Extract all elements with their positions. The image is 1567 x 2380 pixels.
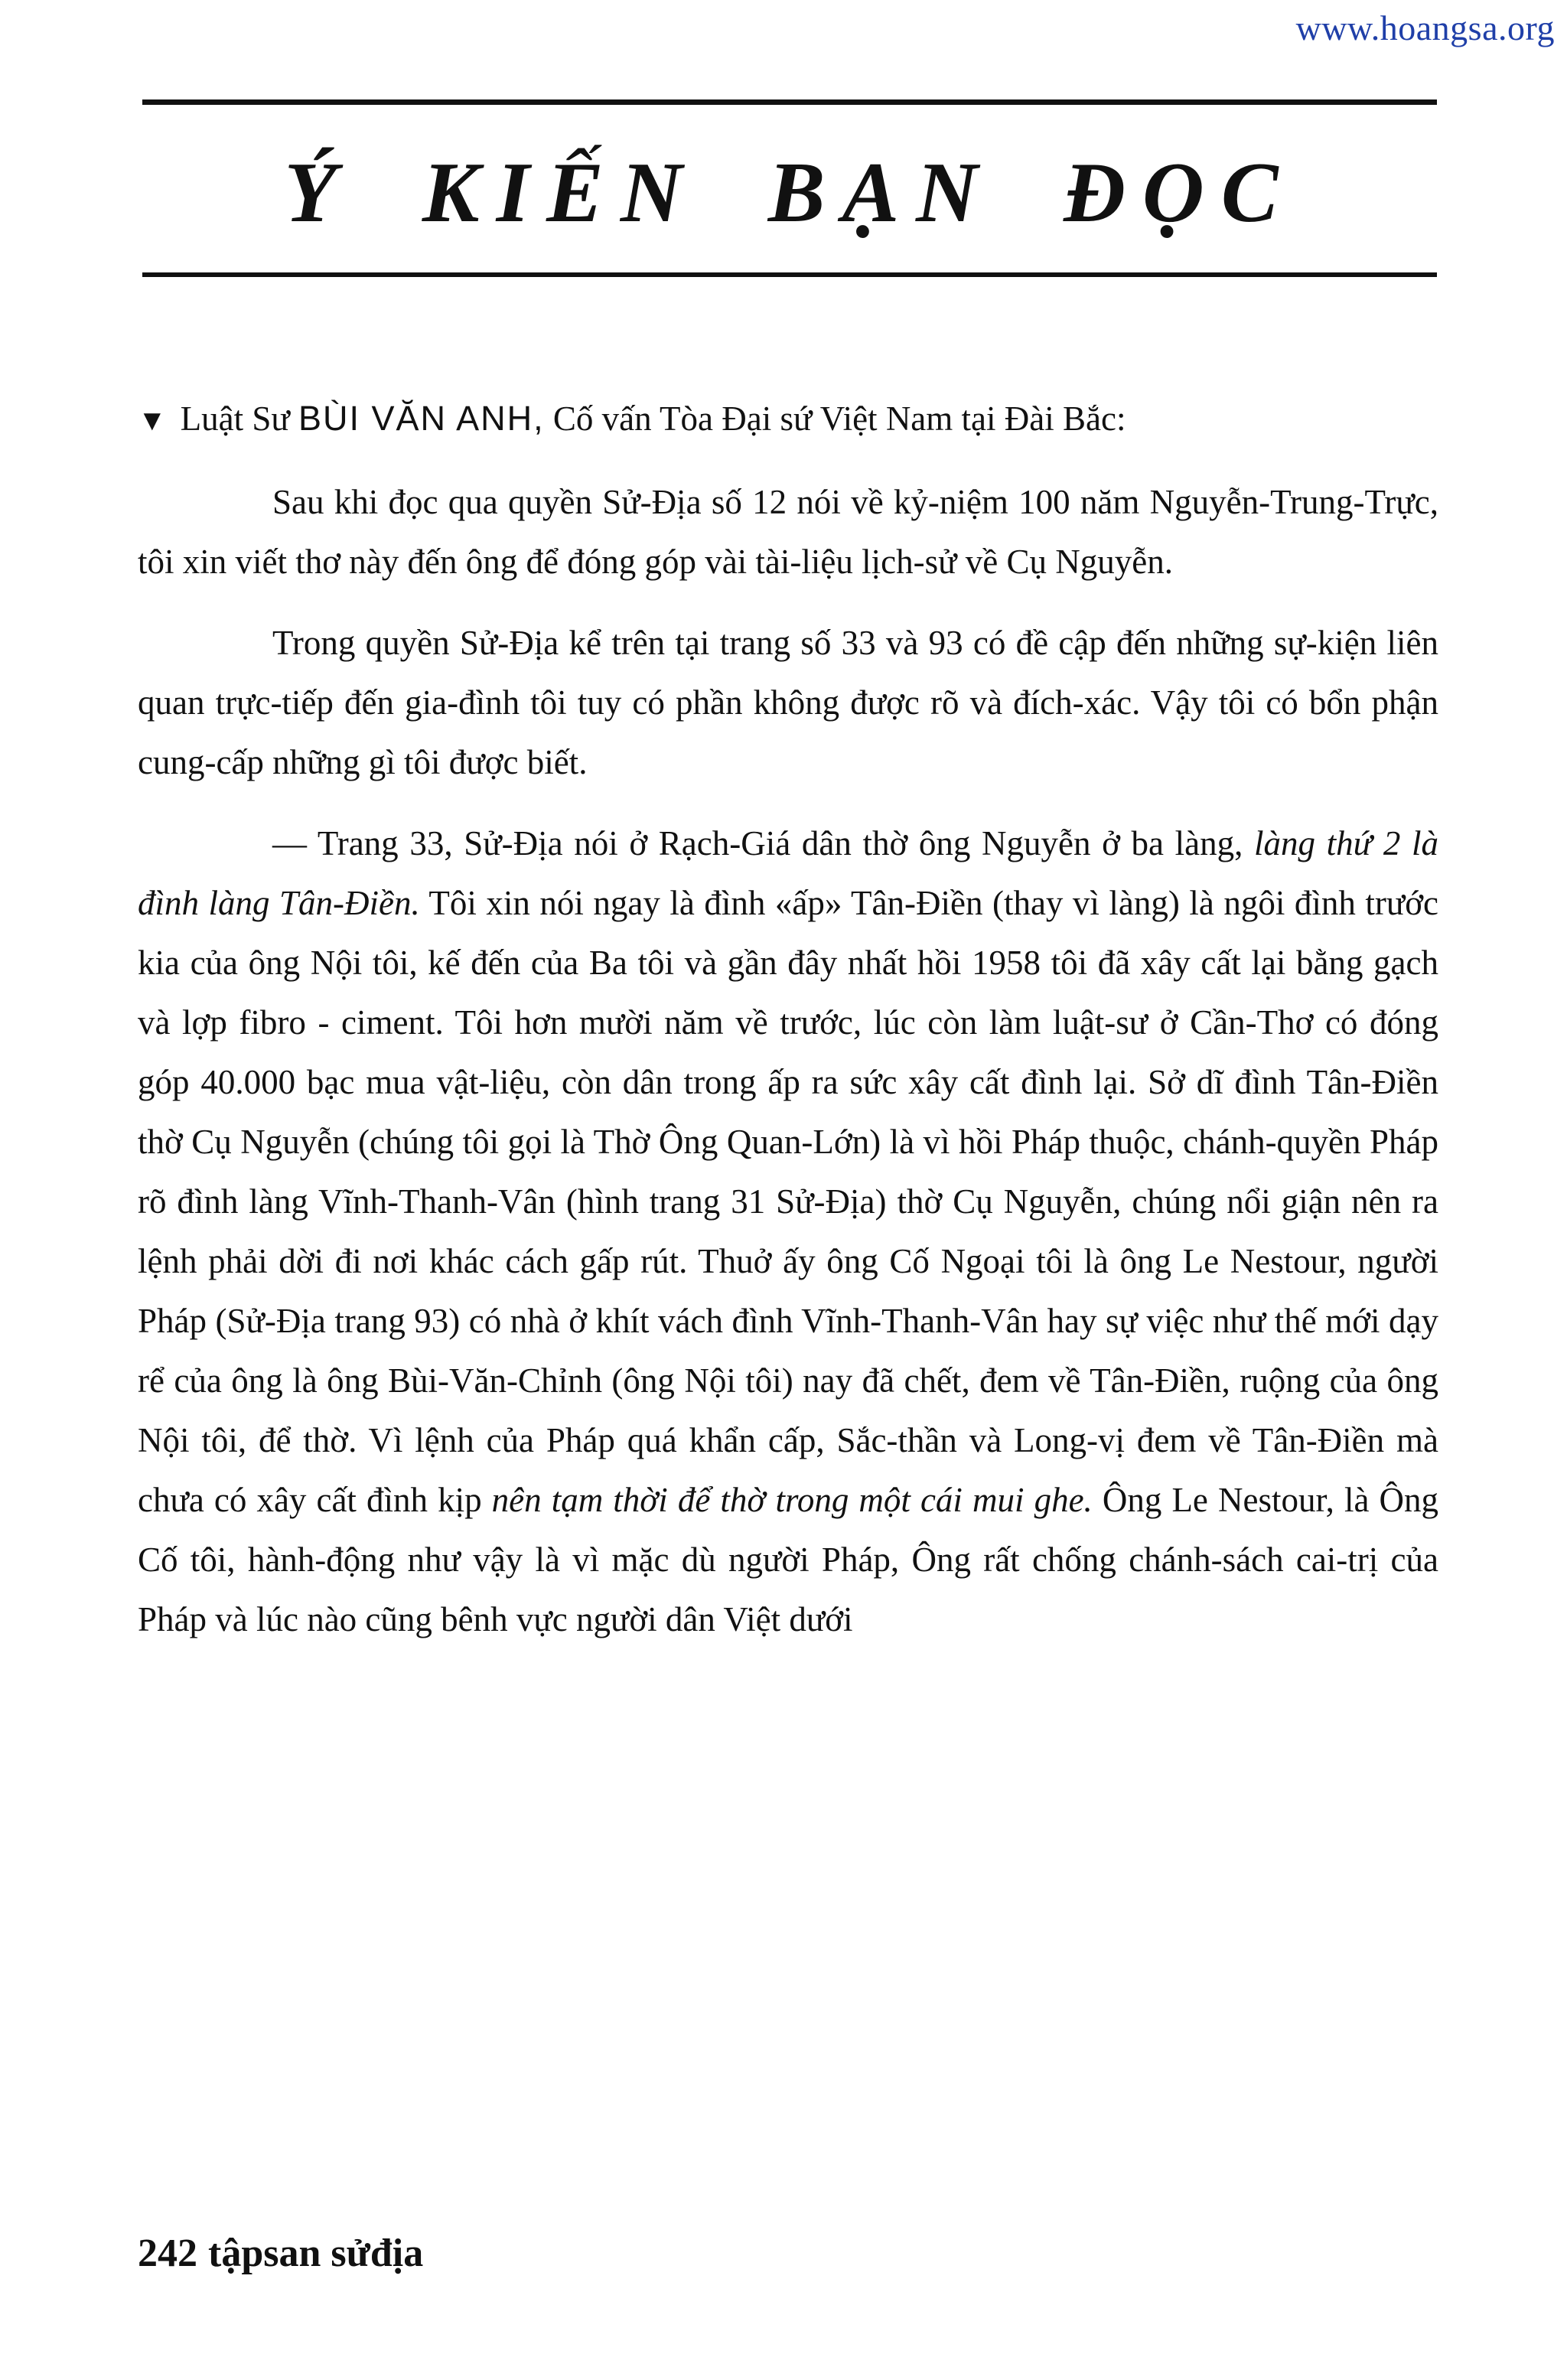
paragraph-3-italic-2: nên tạm thời để thờ trong một cái mui ghe. bbox=[491, 1481, 1093, 1519]
page-footer bbox=[138, 2231, 423, 2276]
paragraph-1: Sau khi đọc qua quyền Sử-Địa số 12 nói về kỷ-niệm 100 năm Nguyễn-Trung-Trực, tôi xin viết thơ này đến ông để đóng góp vài tài-liệu lịch-sử về Cụ Nguyễn. bbox=[138, 483, 1438, 581]
page-number: 242 bbox=[138, 2232, 197, 2275]
letter-intro bbox=[138, 389, 1438, 451]
page-title: Ý KIẾN BẠN ĐỌC bbox=[284, 145, 1295, 240]
title-top-rule bbox=[142, 99, 1437, 105]
intro-suffix: Cố vấn Tòa Đại sứ Việt Nam tại Đài Bắc: bbox=[544, 399, 1126, 438]
paragraph-2: Trong quyền Sử-Địa kể trên tại trang số 33 và 93 có đề cập đến những sự-kiện liên quan trực-tiếp đến gia-đình tôi tuy có phần không được rõ và đích-xác. Vậy tôi có bổn phận cung-cấp những gì tôi được biết. bbox=[138, 624, 1438, 781]
paragraph-3-part-a: — Trang 33, Sử-Địa nói ở Rạch-Giá dân thờ ông Nguyễn ở ba làng, bbox=[272, 824, 1255, 862]
paragraph-3 bbox=[138, 813, 1438, 1649]
author-name: BÙI VĂN ANH, bbox=[298, 399, 545, 438]
paragraph-3-italic-1: làng thứ 2 là đình làng Tân-Điền. bbox=[138, 824, 1438, 922]
paragraph-3-part-b: Tôi xin nói ngay là đình «ấp» Tân-Điền (thay vì làng) là ngôi đình trước kia của ông Nội tôi, kế đến của Ba tôi và gần đây nhất hồi 1958 tôi đã xây cất lại bằng gạch và lợp fibro - ciment. Tôi hơn mười năm về trước, lúc còn làm luật-sư ở Cần-Thơ có đóng góp 40.000 bạc mua vật-liệu, còn dân trong ấp ra sức xây cất đình lại. Sở dĩ đình Tân-Điền thờ Cụ Nguyễn (chúng tôi gọi là Thờ Ông Quan-Lớn) là vì hồi Pháp thuộc, chánh-quyền Pháp rõ đình làng Vĩnh-Thanh-Vân (hình trang 31 Sử-Địa) thờ Cụ Nguyễn, chúng nổi giận nên ra lệnh phải dời đi nơi khác cách gấp rút. Thuở ấy ông Cố Ngoại tôi là ông Le Nestour, người Pháp (Sử-Địa trang 93) có nhà ở khít vách đình Vĩnh-Thanh-Vân hay sự việc như thế mới dạy rể của ông là ông Bùi-Văn-Chỉnh (ông Nội tôi) nay đã chết, đem về Tân-Điền, ruộng của ông Nội tôi, để thờ. Vì lệnh của Pháp quá khẩn cấp, Sắc-thần và Long-vị đem về Tân-Điền mà chưa có xây cất đình kịp bbox=[138, 884, 1439, 1519]
title-bottom-rule bbox=[142, 272, 1437, 277]
article-body bbox=[138, 389, 1438, 1671]
paragraph-3-part-c: Ông Le Nestour, là Ông Cố tôi, hành-động như vậy là vì mặc dù người Pháp, Ông rất chống chánh-sách cai-trị của Pháp và lúc nào cũng bênh vực người dân Việt dưới bbox=[138, 1481, 1439, 1638]
watermark-url: www.hoangsa.org bbox=[1295, 8, 1555, 47]
publication-name: tậpsan sửđịa bbox=[208, 2232, 424, 2275]
intro-prefix: Luật Sư bbox=[180, 399, 299, 438]
triangle-marker-icon: ▼ bbox=[138, 405, 167, 437]
